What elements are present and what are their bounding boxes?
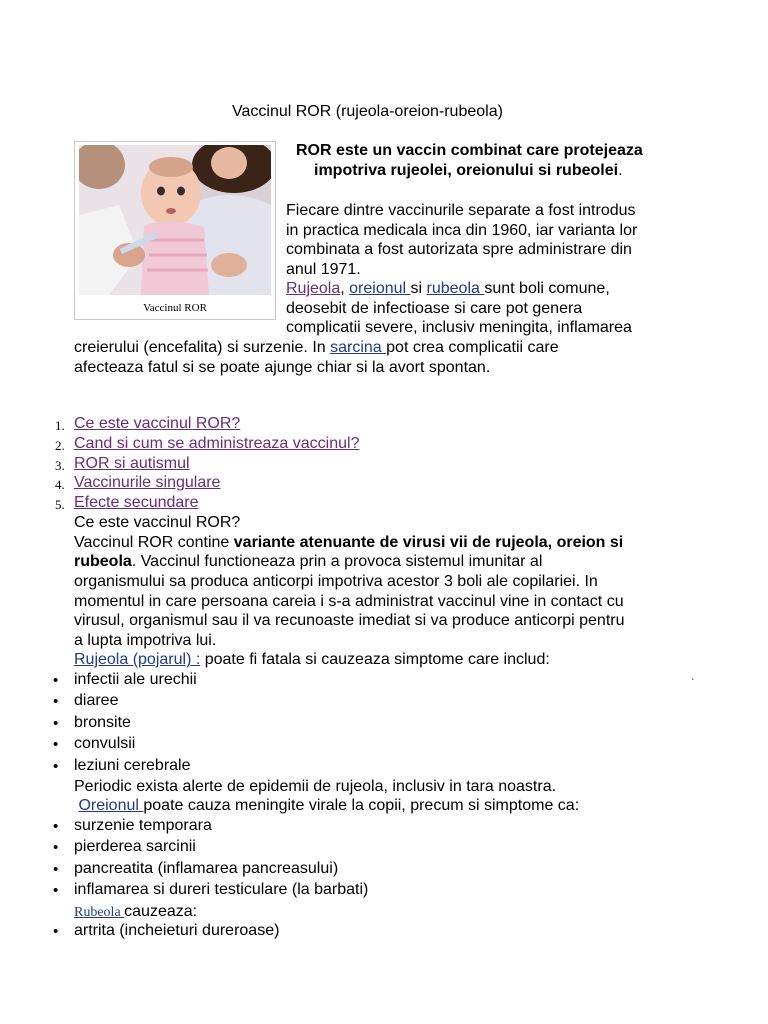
bullet-icon: • xyxy=(53,861,59,878)
rujeola-pojarul-link[interactable]: Rujeola (pojarul) : xyxy=(74,651,201,668)
intro-bold-line-2-period: . xyxy=(618,162,623,179)
oreionul-link[interactable]: oreionul xyxy=(349,280,411,297)
toc-num-1: 1. xyxy=(55,418,65,433)
figure-caption: Vaccinul ROR xyxy=(143,302,207,314)
intro-bold-line-2-text: impotriva rujeolei, oreionului si rubeolei xyxy=(314,162,619,179)
toc-link-vaccinurile-singulare[interactable]: Vaccinurile singulare xyxy=(74,474,221,491)
rubeola-section-link[interactable]: Rubeola xyxy=(74,905,125,920)
section-heading-ce-este: Ce este vaccinul ROR? xyxy=(74,514,241,531)
comma-text: , xyxy=(340,280,350,297)
section1-line-4: momentul in care persoana careia i s-a administrat vaccinul vine in contact cu xyxy=(74,593,624,610)
section1-line-3: organismului sa produca anticorpi impotriva acestor 3 boli ale copilariei. In xyxy=(74,573,598,590)
page-title: Vaccinul ROR (rujeola-oreion-rubeola) xyxy=(232,103,503,120)
toc-num-3: 3. xyxy=(55,458,65,473)
periodic-text: Periodic exista alerte de epidemii de rujeola, inclusiv in tara noastra. xyxy=(74,778,557,795)
toc-link-efecte-secundare[interactable]: Efecte secundare xyxy=(74,494,199,511)
list-item: diaree xyxy=(74,692,119,709)
bullet-icon: • xyxy=(53,923,59,940)
figure xyxy=(74,141,276,320)
bullet-icon: • xyxy=(53,839,59,856)
intro-diseases-line xyxy=(286,279,610,299)
list-item: infectii ale urechii xyxy=(74,671,197,688)
list-item: surzenie temporara xyxy=(74,817,212,834)
intro-line-b4 xyxy=(74,338,559,358)
intro-line-b3: complicatii severe, inclusiv meningita, inflamarea xyxy=(286,319,632,336)
section1-line-6: a lupta impotriva lui. xyxy=(74,632,217,649)
bullet-icon: • xyxy=(53,758,59,775)
bullet-icon: • xyxy=(53,818,59,835)
list-item: leziuni cerebrale xyxy=(74,757,191,774)
section1-p1-bold: variante atenuante de virusi vii de rujeola, oreion si xyxy=(233,534,624,551)
list-item: inflamarea si dureri testiculare (la barbati) xyxy=(74,881,369,898)
rubeola-intro-text: cauzeaza: xyxy=(124,903,198,920)
stray-mark: ` xyxy=(691,678,695,689)
rujeola-intro-text: poate fi fatala si cauzeaza simptome care includ: xyxy=(200,651,550,668)
intro-bold-line-2 xyxy=(314,162,623,180)
bullet-icon: • xyxy=(53,715,59,732)
toc-num-5: 5. xyxy=(55,497,65,512)
toc-num-2: 2. xyxy=(55,438,65,453)
baby-vaccination-photo xyxy=(79,145,271,295)
intro-para-line-3: combinata a fost autorizata spre administrare din xyxy=(286,241,632,258)
bullet-icon: • xyxy=(53,736,59,753)
section1-line-1 xyxy=(74,534,623,552)
toc-link-autismul[interactable]: ROR si autismul xyxy=(74,455,190,472)
bullet-icon: • xyxy=(53,882,59,899)
oreionul-intro-text: poate cauza meningite virale la copii, precum si simptome ca: xyxy=(143,797,580,814)
bullet-icon: • xyxy=(53,693,59,710)
list-item: artrita (incheieturi dureroase) xyxy=(74,922,280,939)
intro-line-b5: afecteaza fatul si se poate ajunge chiar si la avort spontan. xyxy=(74,359,491,376)
oreionul-intro-line xyxy=(74,797,579,815)
intro-line-b4-start: creierului (encefalita) si surzenie. In xyxy=(74,339,331,356)
toc-num-4: 4. xyxy=(55,477,65,492)
intro-para-line-1: Fiecare dintre vaccinurile separate a fost introdus xyxy=(286,202,636,219)
si-text: si xyxy=(410,280,427,297)
intro-bold-line-1: ROR este un vaccin combinat care protejeaza xyxy=(296,142,643,159)
rujeola-intro-line xyxy=(74,651,550,669)
oreionul-section-link[interactable]: Oreionul xyxy=(78,797,144,814)
section1-line-5: virusul, organismul sau il va recunoaste imediat si va produce anticorpi pentru xyxy=(74,612,625,629)
after-rubeola-text: sunt boli comune, xyxy=(484,280,610,297)
bullet-icon: • xyxy=(53,672,59,689)
rujeola-link[interactable]: Rujeola xyxy=(286,280,341,297)
list-item: pancreatita (inflamarea pancreasului) xyxy=(74,860,339,877)
section1-p1-rest: . Vaccinul functioneaza prin a provoca sistemul imunitar al xyxy=(131,553,543,570)
list-item: convulsii xyxy=(74,735,136,752)
toc-link-cand-si-cum[interactable]: Cand si cum se administreaza vaccinul? xyxy=(74,435,360,452)
section1-p1-start: Vaccinul ROR contine xyxy=(74,534,234,551)
intro-line-b4-end: pot crea complicatii care xyxy=(386,339,559,356)
intro-para-line-4: anul 1971. xyxy=(286,261,361,278)
list-item: bronsite xyxy=(74,714,131,731)
toc-link-ce-este[interactable]: Ce este vaccinul ROR? xyxy=(74,415,241,432)
rubeola-link[interactable]: rubeola xyxy=(426,280,485,297)
section1-p1-bold2: rubeola xyxy=(74,553,132,570)
intro-para-line-2: in practica medicala inca din 1960, iar varianta lor xyxy=(286,222,638,239)
section1-line-2 xyxy=(74,553,542,571)
list-item: pierderea sarcinii xyxy=(74,838,196,855)
intro-line-b2: deosebit de infectioase si care pot genera xyxy=(286,300,583,317)
rubeola-intro-line xyxy=(74,903,197,921)
sarcina-link[interactable]: sarcina xyxy=(330,339,387,356)
